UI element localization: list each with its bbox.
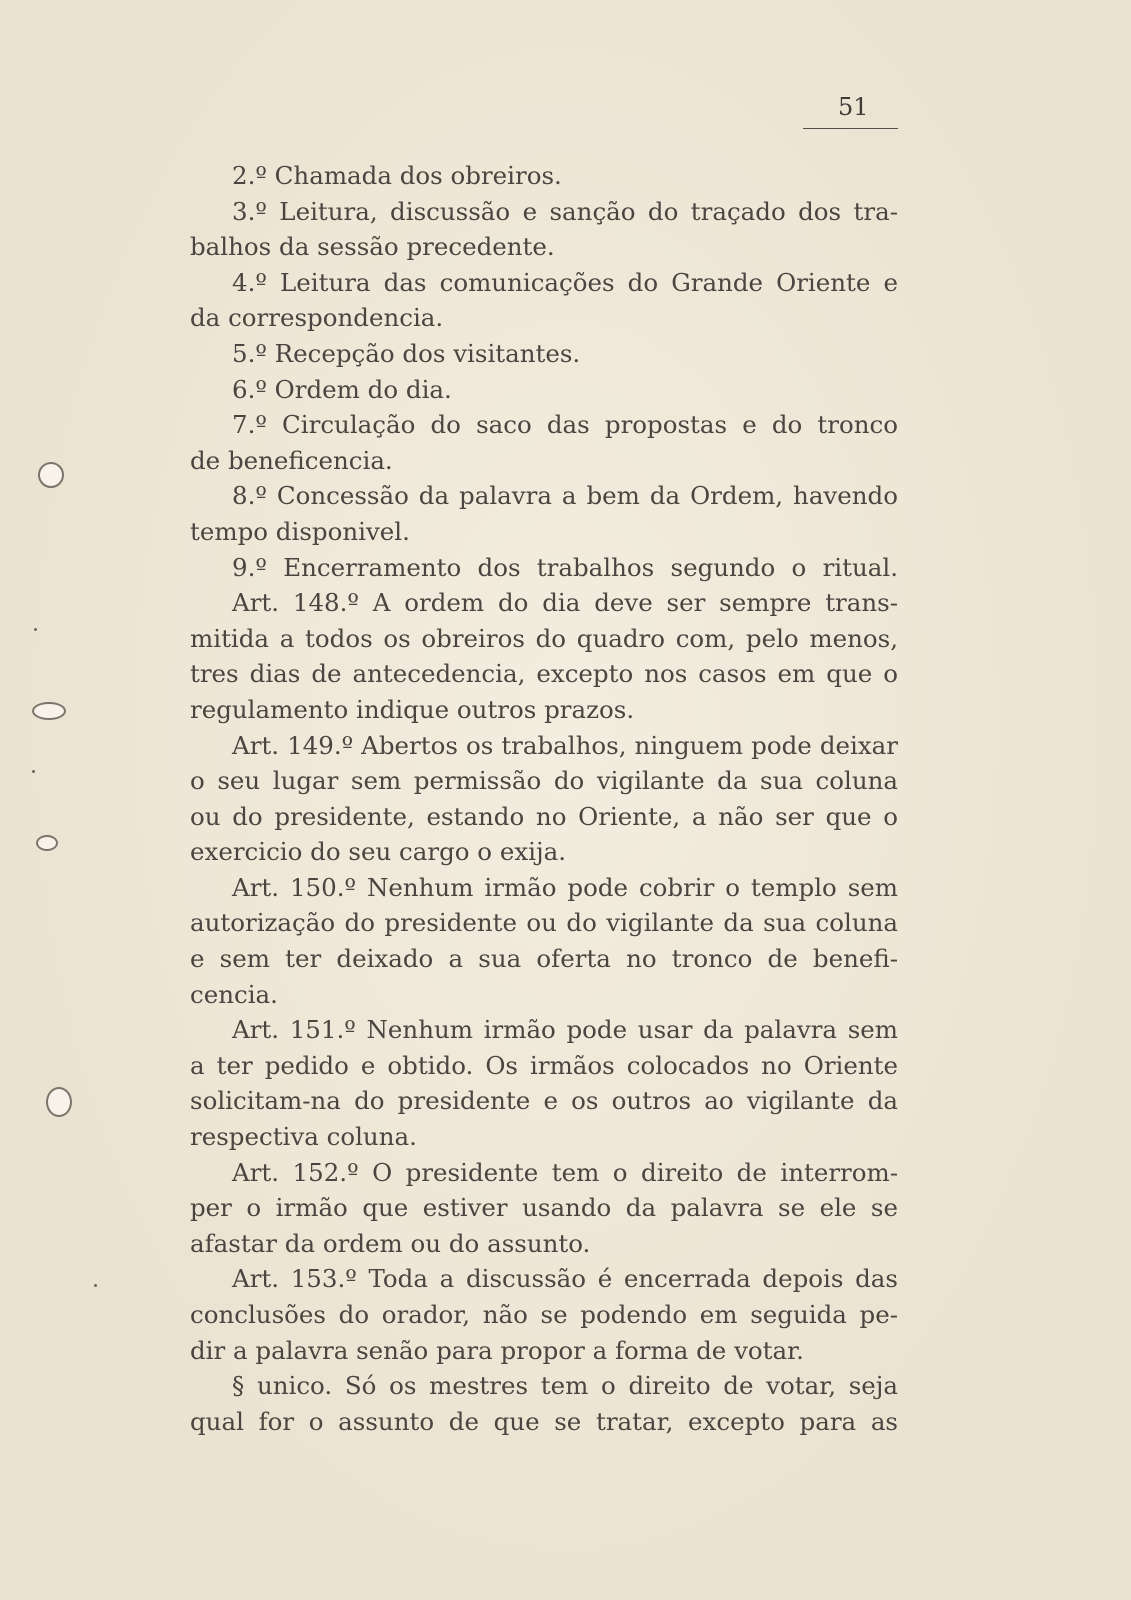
text-line: qual for o assunto de que se tratar, excepto para as [190, 1406, 898, 1436]
text-line: Art. 152.º O presidente tem o direito de interrom- [232, 1157, 898, 1187]
text-line: dir a palavra senão para propor a forma de votar. [190, 1335, 804, 1365]
text-line: solicitam-na do presidente e os outros ao vigilante da [190, 1086, 898, 1116]
text-line: regulamento indique outros prazos. [190, 694, 635, 724]
text-line: Art. 153.º Toda a discussão é encerrada depois das [232, 1264, 898, 1294]
text-line: balhos da sessão precedente. [190, 232, 555, 262]
text-line: mitida a todos os obreiros do quadro com, pelo menos, [190, 623, 898, 653]
binding-hole [36, 835, 58, 851]
paper-speck [32, 770, 35, 773]
body-text [190, 158, 898, 1439]
text-line: 8.º Concessão da palavra a bem da Ordem, havendo [232, 481, 898, 511]
text-line: respectiva coluna. [190, 1122, 417, 1152]
binding-hole [38, 462, 64, 488]
text-line: exercicio do seu cargo o exija. [190, 837, 566, 867]
text-line: ou do presidente, estando no Oriente, a não ser que o [190, 801, 898, 831]
text-line: autorização do presidente ou do vigilante da sua coluna [190, 908, 898, 938]
text-line: o seu lugar sem permissão do vigilante da sua coluna [190, 766, 898, 796]
text-line: 5.º Recepção dos visitantes. [232, 338, 581, 368]
binding-hole [32, 702, 66, 720]
text-line: 6.º Ordem do dia. [232, 374, 452, 404]
text-line: 4.º Leitura das comunicações do Grande Oriente e [232, 267, 898, 297]
text-line: Art. 148.º A ordem do dia deve ser sempre trans- [232, 588, 898, 618]
header-rule [803, 128, 898, 129]
text-line: 2.º Chamada dos obreiros. [232, 161, 562, 190]
text-line: e sem ter deixado a sua oferta no tronco de benefi- [190, 944, 898, 974]
text-line: 3.º Leitura, discussão e sanção do traçado dos tra- [232, 196, 898, 226]
page-number: 51 [838, 93, 869, 121]
text-line: conclusões do orador, não se podendo em seguida pe- [190, 1300, 898, 1329]
text-line: tres dias de antecedencia, excepto nos casos em que o [190, 659, 898, 689]
paper-speck [94, 1284, 97, 1287]
text-line: a ter pedido e obtido. Os irmãos colocados no Oriente [190, 1050, 898, 1080]
text-line: § unico. Só os mestres tem o direito de votar, seja [232, 1371, 898, 1401]
text-line: Art. 149.º Abertos os trabalhos, ninguem pode deixar [232, 730, 898, 760]
binding-holes [28, 450, 108, 1150]
text-line: Art. 150.º Nenhum irmão pode cobrir o templo sem [232, 872, 898, 902]
text-line: cencia. [190, 979, 278, 1009]
binding-hole [46, 1087, 72, 1117]
text-line: 7.º Circulação do saco das propostas e do tronco [232, 410, 898, 440]
text-line: Art. 151.º Nenhum irmão pode usar da palavra sem [232, 1015, 898, 1045]
text-line: 9.º Encerramento dos trabalhos segundo o ritual. [232, 552, 898, 582]
text-line: afastar da ordem ou do assunto. [190, 1228, 591, 1258]
text-line: de beneficencia. [190, 445, 393, 475]
paper-speck [34, 628, 37, 631]
text-line: tempo disponivel. [190, 516, 410, 546]
text-line: per o irmão que estiver usando da palavra se ele se [190, 1193, 898, 1223]
text-line: da correspondencia. [190, 303, 444, 333]
